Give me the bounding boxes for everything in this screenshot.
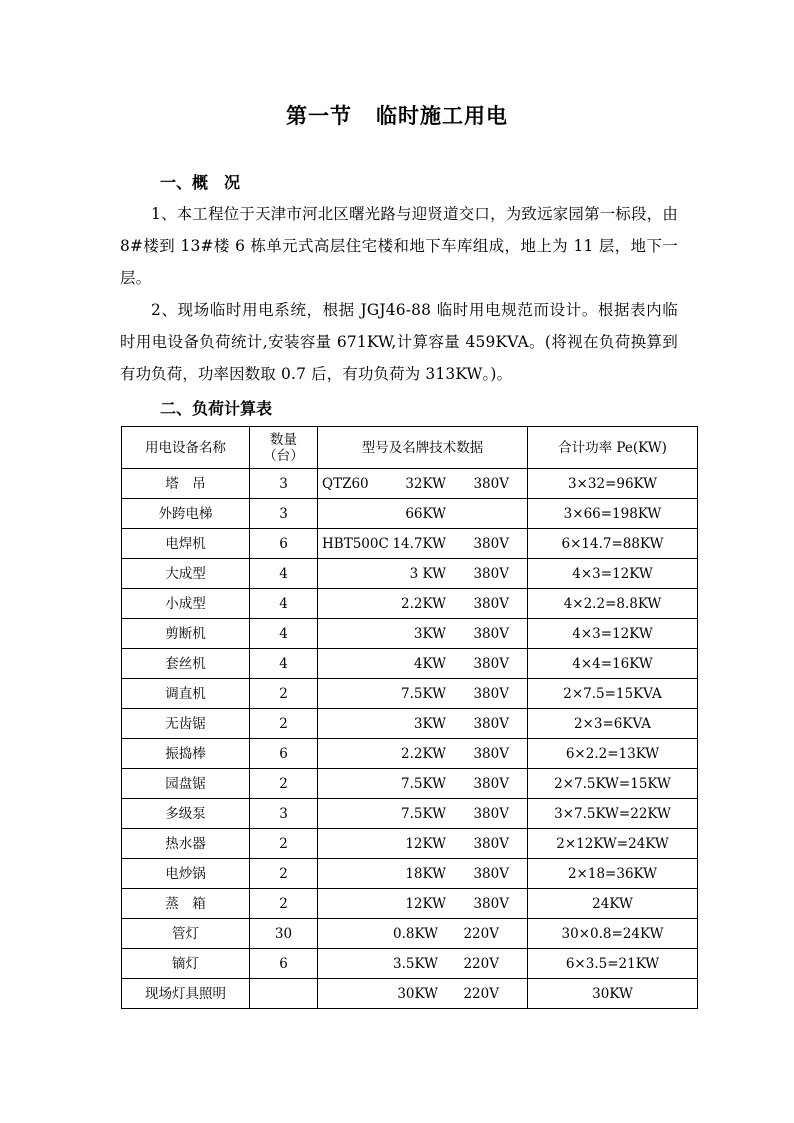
table-row xyxy=(122,949,698,979)
spec-voltage: 380V xyxy=(473,535,509,552)
table-row xyxy=(122,499,698,529)
table-row xyxy=(122,559,698,589)
quantity-cell: 2 xyxy=(250,769,318,799)
quantity-cell: 2 xyxy=(250,829,318,859)
quantity-cell: 2 xyxy=(250,679,318,709)
spec-voltage: 380V xyxy=(473,865,509,882)
table-row xyxy=(122,589,698,619)
total-power-cell: 4×3=12KW xyxy=(528,619,698,649)
overview-heading: 一、概 况 xyxy=(160,173,241,192)
page-title xyxy=(0,100,794,130)
spec-cell xyxy=(318,499,528,529)
spec-power: 2.2KW xyxy=(401,595,446,612)
device-name-cell: 镝灯 xyxy=(122,949,250,979)
spec-voltage: 380V xyxy=(473,715,509,732)
quantity-cell: 3 xyxy=(250,469,318,499)
spec-power: 3KW xyxy=(413,625,446,642)
device-name-cell: 大成型 xyxy=(122,559,250,589)
total-power-cell: 3×32=96KW xyxy=(528,469,698,499)
device-name-cell: 小成型 xyxy=(122,589,250,619)
total-power-cell: 6×2.2=13KW xyxy=(528,739,698,769)
spec-power: 3.5KW xyxy=(393,955,438,972)
spec-power: 14.7KW xyxy=(392,535,446,552)
table-row xyxy=(122,889,698,919)
spec-cell xyxy=(318,829,528,859)
spec-cell xyxy=(318,859,528,889)
header-total-power: 合计功率 Pe(KW) xyxy=(528,427,698,469)
header-device-name: 用电设备名称 xyxy=(122,427,250,469)
header-spec: 型号及名牌技术数据 xyxy=(318,427,528,469)
spec-cell xyxy=(318,769,528,799)
paragraph-text: 1、本工程位于天津市河北区曙光路与迎贤道交口，为致远家园第一标段，由 8#楼到 13#楼 6 栋单元式高层住宅楼和地下车库组成，地上为 11 层，地下一层。 xyxy=(120,205,678,287)
spec-cell xyxy=(318,559,528,589)
quantity-cell: 30 xyxy=(250,919,318,949)
spec-voltage: 380V xyxy=(473,655,509,672)
quantity-cell: 4 xyxy=(250,649,318,679)
spec-cell xyxy=(318,709,528,739)
spec-power: 0.8KW xyxy=(393,925,438,942)
total-power-cell: 30×0.8=24KW xyxy=(528,919,698,949)
quantity-cell: 2 xyxy=(250,889,318,919)
spec-power: 32KW xyxy=(405,475,446,492)
quantity-cell: 6 xyxy=(250,529,318,559)
overview-paragraph-1 xyxy=(120,198,678,294)
header-quantity-line2: （台） xyxy=(263,447,304,464)
quantity-cell: 4 xyxy=(250,619,318,649)
spec-voltage: 380V xyxy=(473,745,509,762)
device-name-cell: 外跨电梯 xyxy=(122,499,250,529)
spec-power: 66KW xyxy=(405,505,446,522)
spec-voltage: 380V xyxy=(473,475,509,492)
spec-power: 12KW xyxy=(405,895,446,912)
device-name-cell: 多级泵 xyxy=(122,799,250,829)
spec-power: 7.5KW xyxy=(401,775,446,792)
spec-voltage: 380V xyxy=(473,625,509,642)
spec-voltage: 220V xyxy=(463,985,499,1002)
spec-cell xyxy=(318,919,528,949)
load-calculation-table xyxy=(121,426,698,1009)
device-name-cell: 园盘锯 xyxy=(122,769,250,799)
table-header-row xyxy=(122,427,698,469)
spec-cell xyxy=(318,589,528,619)
spec-cell xyxy=(318,979,528,1009)
spec-voltage: 380V xyxy=(473,565,509,582)
device-name-cell: 振捣棒 xyxy=(122,739,250,769)
device-name-cell: 塔 吊 xyxy=(122,469,250,499)
quantity-cell: 2 xyxy=(250,709,318,739)
table-row xyxy=(122,469,698,499)
device-name-cell: 热水器 xyxy=(122,829,250,859)
spec-voltage: 380V xyxy=(473,595,509,612)
total-power-cell: 3×7.5KW=22KW xyxy=(528,799,698,829)
table-row xyxy=(122,799,698,829)
device-name-cell: 调直机 xyxy=(122,679,250,709)
spec-power: 4KW xyxy=(413,655,446,672)
spec-power: 2.2KW xyxy=(401,745,446,762)
table-row xyxy=(122,649,698,679)
table-row xyxy=(122,709,698,739)
spec-cell xyxy=(318,529,528,559)
quantity-cell: 6 xyxy=(250,949,318,979)
table-row xyxy=(122,919,698,949)
paragraph-text: 2、现场临时用电系统，根据 JGJ46-88 临时用电规范而设计。根据表内临时用电设备负荷统计,安装容量 671KW,计算容量 459KVA。(将视在负荷换算到有功负荷，功率因数取 0.7 后，有功负荷为 313KW。)。 xyxy=(120,301,678,383)
spec-power: 3KW xyxy=(413,715,446,732)
spec-power: 18KW xyxy=(405,865,446,882)
device-name-cell: 电焊机 xyxy=(122,529,250,559)
overview-paragraph-2 xyxy=(120,294,678,390)
spec-power: 30KW xyxy=(397,985,438,1002)
quantity-cell: 4 xyxy=(250,589,318,619)
table-row xyxy=(122,979,698,1009)
total-power-cell: 4×2.2=8.8KW xyxy=(528,589,698,619)
spec-voltage: 380V xyxy=(473,895,509,912)
spec-voltage: 380V xyxy=(473,685,509,702)
total-power-cell: 4×3=12KW xyxy=(528,559,698,589)
quantity-cell: 4 xyxy=(250,559,318,589)
device-name-cell: 现场灯具照明 xyxy=(122,979,250,1009)
total-power-cell: 24KW xyxy=(528,889,698,919)
table-row xyxy=(122,829,698,859)
device-name-cell: 蒸 箱 xyxy=(122,889,250,919)
total-power-cell: 3×66=198KW xyxy=(528,499,698,529)
total-power-cell: 2×7.5KW=15KW xyxy=(528,769,698,799)
quantity-cell: 3 xyxy=(250,799,318,829)
device-name-cell: 管灯 xyxy=(122,919,250,949)
spec-cell xyxy=(318,619,528,649)
spec-voltage: 220V xyxy=(463,925,499,942)
spec-voltage: 380V xyxy=(473,835,509,852)
quantity-cell xyxy=(250,979,318,1009)
spec-model: HBT500C xyxy=(322,535,389,552)
table-row xyxy=(122,529,698,559)
section-number: 第一节 xyxy=(286,104,352,128)
spec-model: QTZ60 xyxy=(322,475,369,492)
spec-cell xyxy=(318,949,528,979)
device-name-cell: 剪断机 xyxy=(122,619,250,649)
spec-power: 3 KW xyxy=(409,565,446,582)
quantity-cell: 6 xyxy=(250,739,318,769)
spec-voltage: 380V xyxy=(473,775,509,792)
total-power-cell: 4×4=16KW xyxy=(528,649,698,679)
table-row xyxy=(122,679,698,709)
table-row xyxy=(122,859,698,889)
total-power-cell: 6×14.7=88KW xyxy=(528,529,698,559)
total-power-cell: 2×12KW=24KW xyxy=(528,829,698,859)
spec-voltage: 220V xyxy=(463,955,499,972)
spec-cell xyxy=(318,889,528,919)
load-table-heading: 二、负荷计算表 xyxy=(160,399,273,418)
total-power-cell: 2×18=36KW xyxy=(528,859,698,889)
spec-cell xyxy=(318,649,528,679)
total-power-cell: 30KW xyxy=(528,979,698,1009)
spec-power: 12KW xyxy=(405,835,446,852)
header-quantity xyxy=(250,427,318,469)
table-row xyxy=(122,619,698,649)
device-name-cell: 套丝机 xyxy=(122,649,250,679)
total-power-cell: 2×7.5=15KVA xyxy=(528,679,698,709)
table-row xyxy=(122,769,698,799)
spec-cell xyxy=(318,799,528,829)
table-row xyxy=(122,739,698,769)
spec-cell xyxy=(318,739,528,769)
quantity-cell: 3 xyxy=(250,499,318,529)
header-quantity-line1: 数量 xyxy=(270,431,297,448)
spec-cell xyxy=(318,679,528,709)
quantity-cell: 2 xyxy=(250,859,318,889)
device-name-cell: 无齿锯 xyxy=(122,709,250,739)
spec-voltage: 380V xyxy=(473,805,509,822)
section-name: 临时施工用电 xyxy=(376,104,508,128)
spec-power: 7.5KW xyxy=(401,685,446,702)
device-name-cell: 电炒锅 xyxy=(122,859,250,889)
total-power-cell: 2×3=6KVA xyxy=(528,709,698,739)
spec-power: 7.5KW xyxy=(401,805,446,822)
total-power-cell: 6×3.5=21KW xyxy=(528,949,698,979)
spec-cell xyxy=(318,469,528,499)
